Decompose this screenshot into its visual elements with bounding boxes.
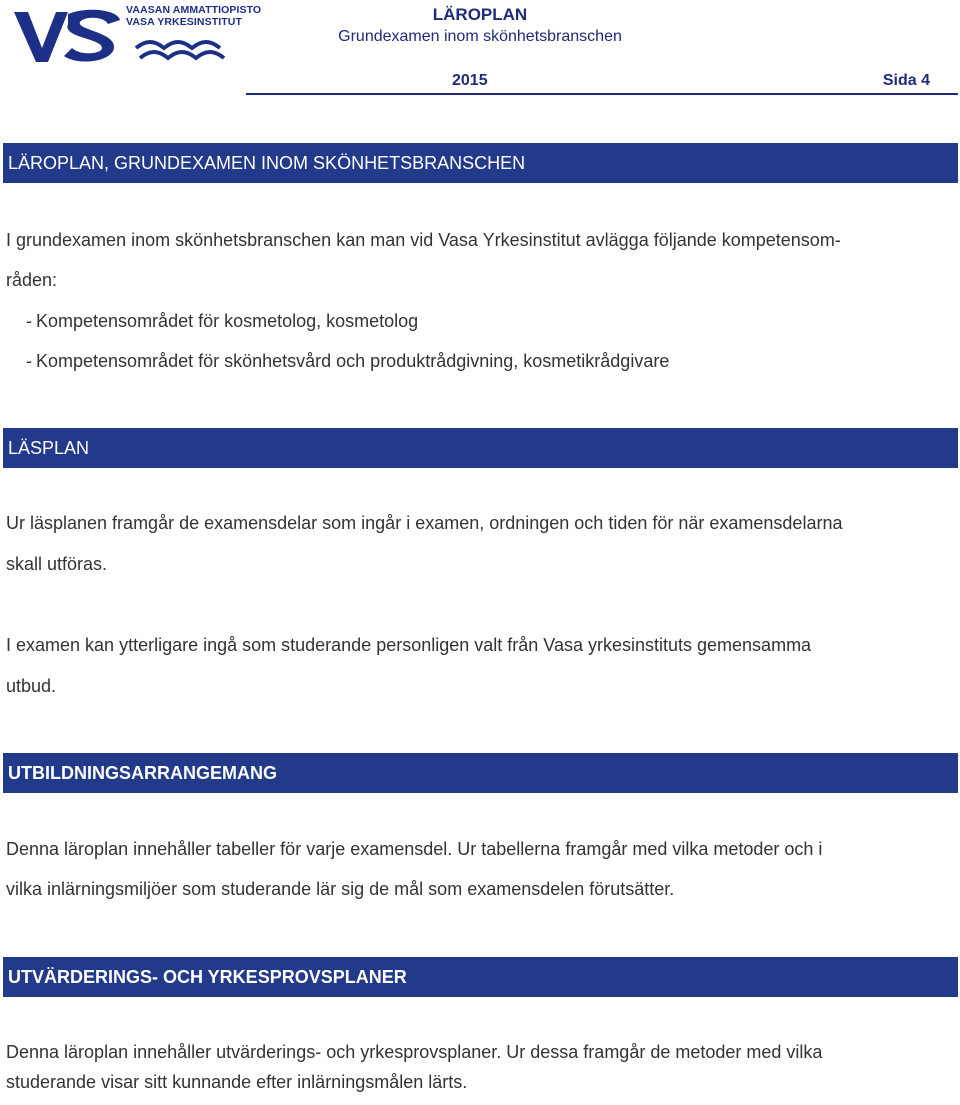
org-name-finnish: VAASAN AMMATTIOPISTO <box>126 4 262 16</box>
paragraph-line: Denna läroplan innehåller tabeller för varje examensdel. Ur tabellerna framgår med vilka metoder och i <box>6 839 823 859</box>
section-heading-laroplan: LÄROPLAN, GRUNDEXAMEN INOM SKÖNHETSBRANSCHEN <box>3 143 958 183</box>
document-year: 2015 <box>452 72 488 89</box>
paragraph-line: Denna läroplan innehåller utvärderings- och yrkesprovsplaner. Ur dessa framgår de metoder med vilka <box>6 1042 823 1062</box>
section-heading-utbildningsarrangemang: UTBILDNINGSARRANGEMANG <box>3 753 958 793</box>
list-dash: - <box>26 351 32 371</box>
paragraph-line: I examen kan ytterligare ingå som studerande personligen valt från Vasa yrkesinstituts gemensamma <box>6 635 812 655</box>
list-item-text: Kompetensområdet för kosmetolog, kosmetolog <box>36 311 419 331</box>
list-item <box>26 301 419 341</box>
section-heading-lasplan: LÄSPLAN <box>3 428 958 468</box>
page-number: Sida 4 <box>882 72 930 89</box>
paragraph-line: skall utföras. <box>6 554 108 574</box>
paragraph-line: vilka inlärningsmiljöer som studerande lär sig de mål som examensdelen förutsätter. <box>6 879 675 899</box>
paragraph-line: studerande visar sitt kunnande efter inlärningsmålen lärts. <box>6 1072 468 1092</box>
list-item <box>26 341 670 381</box>
document-subtitle: Grundexamen inom skönhetsbranschen <box>338 28 622 45</box>
list-dash: - <box>26 311 32 331</box>
intro-line-2: råden: <box>6 270 58 290</box>
document-title: LÄROPLAN <box>432 5 528 24</box>
list-item-text: Kompetensområdet för skönhetsvård och produktrådgivning, kosmetikrådgivare <box>36 351 670 371</box>
section-heading-utvarderingsplaner: UTVÄRDERINGS- OCH YRKESPROVSPLANER <box>3 957 958 997</box>
header-divider <box>246 93 958 95</box>
paragraph-line: Ur läsplanen framgår de examensdelar som ingår i examen, ordningen och tiden för när examensdelarna <box>6 513 843 533</box>
org-name-swedish: VASA YRKESINSTITUT <box>126 16 242 28</box>
paragraph-line: utbud. <box>6 676 57 696</box>
intro-line-1: I grundexamen inom skönhetsbranschen kan man vid Vasa Yrkesinstitut avlägga följande kompetensom- <box>6 230 841 250</box>
